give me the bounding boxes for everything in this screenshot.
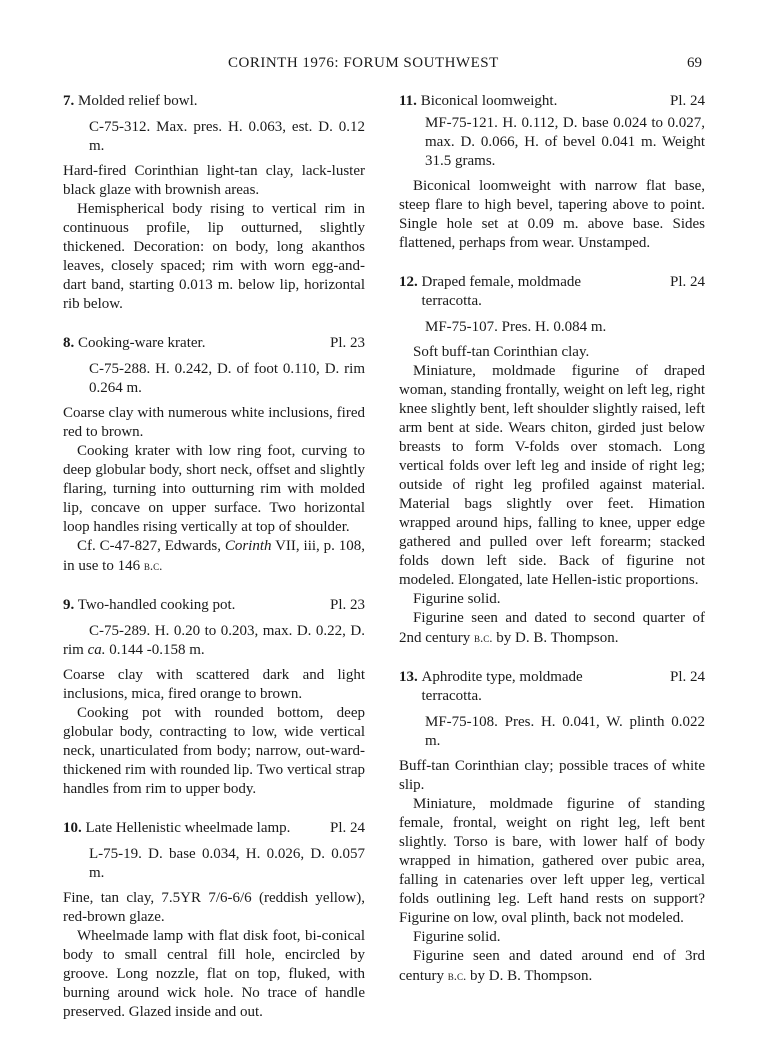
construction-note: Figurine solid. bbox=[413, 591, 501, 607]
dating-text: by D. B. Thompson. bbox=[496, 630, 619, 646]
fabric-description: Coarse clay with scattered dark and light inclusions, mica, fired orange to brown. bbox=[63, 667, 365, 702]
entry-title: Molded relief bowl. bbox=[78, 93, 198, 109]
dating-text: Figurine seen and dated to second quarter of 2nd century bbox=[399, 610, 705, 646]
dating-text: by D. B. Thompson. bbox=[470, 968, 593, 984]
fabric-description: Soft buff-tan Corinthian clay. bbox=[413, 344, 590, 360]
entry-title: Cooking-ware krater. bbox=[78, 335, 206, 351]
plate-reference: Pl. 23 bbox=[329, 335, 365, 351]
left-column bbox=[63, 92, 365, 1042]
era-abbreviation: b.c. bbox=[447, 968, 467, 983]
plate-reference: Pl. 24 bbox=[669, 93, 705, 109]
entry-heading bbox=[399, 668, 705, 706]
catalog-data: MF-75-121. H. 0.112, D. base 0.024 to 0.027, max. D. 0.066, H. of bevel 0.041 m. Weight 31.5 grams. bbox=[425, 115, 705, 169]
entry-number: 9. bbox=[63, 597, 75, 613]
right-column bbox=[399, 92, 705, 1006]
running-header bbox=[0, 55, 768, 77]
catalog-entry-7 bbox=[63, 92, 365, 314]
catalog-entry-11 bbox=[399, 92, 705, 253]
entry-heading bbox=[63, 92, 365, 111]
plate-reference: Pl. 24 bbox=[329, 820, 365, 836]
era-abbreviation: b.c. bbox=[143, 558, 163, 573]
catalog-data: C-75-288. H. 0.242, D. of foot 0.110, D. rim 0.264 m. bbox=[89, 361, 365, 396]
entry-number: 8. bbox=[63, 335, 75, 351]
entry-number: 11. bbox=[399, 93, 417, 109]
publication-title: Corinth bbox=[224, 538, 272, 554]
catalog-data: MF-75-108. Pres. H. 0.041, W. plinth 0.022 m. bbox=[425, 714, 705, 749]
form-description: Wheelmade lamp with flat disk foot, bi-conical body to small central fill hole, encircled by groove. Long nozzle, flat on top, fluked, with burning around wick hole. No trace of handle preserved. Glazed inside and out. bbox=[63, 928, 365, 1020]
dating-note bbox=[399, 947, 705, 986]
catalog-text: 0.144 -0.158 m. bbox=[109, 642, 205, 658]
comparanda-text: Cf. C-47-827, Edwards, bbox=[77, 538, 221, 554]
catalog-entry-9 bbox=[63, 596, 365, 799]
catalog-entry-10 bbox=[63, 819, 365, 1022]
entry-heading bbox=[399, 92, 705, 111]
dating-text: Figurine seen and dated around end of 3rd century bbox=[399, 948, 705, 984]
comparanda bbox=[63, 537, 365, 576]
era-abbreviation: b.c. bbox=[473, 630, 493, 645]
entry-number: 13. bbox=[399, 669, 418, 685]
circa-abbreviation: ca. bbox=[87, 642, 106, 658]
fabric-description: Hard-fired Corinthian light-tan clay, lack-luster black glaze with brownish areas. bbox=[63, 163, 365, 198]
fabric-description: Buff-tan Corinthian clay; possible traces of white slip. bbox=[399, 758, 705, 793]
form-description: Hemispherical body rising to vertical rim in continuous profile, lip outturned, slightly thickened. Decoration: on body, long akanthos leaves, closely spaced; rim with worn egg-and-dart band, starting 0.013 m. below lip, horizontal rib below. bbox=[63, 201, 365, 312]
entry-number: 7. bbox=[63, 93, 75, 109]
form-description: Miniature, moldmade figurine of draped woman, standing frontally, weight on left leg, right knee slightly bent, left shoulder slightly raised, left arm bent at side. Wears chiton, girded just below breasts to form V-folds over stomach. Long vertical folds over left leg and inside of right leg; outside of right leg profiled against material. Material bags slightly over feet. Himation wrapped around hips, falling to knee, upper edge gathered and pulled over left forearm; stacked folds down left side. Back of figurine not modeled. Elongated, late Hellen-istic proportions. bbox=[399, 363, 705, 588]
entry-title: Biconical loomweight. bbox=[420, 93, 558, 109]
plate-reference: Pl. 24 bbox=[669, 274, 705, 290]
running-title: CORINTH 1976: FORUM SOUTHWEST bbox=[228, 55, 499, 71]
entry-title: Late Hellenistic wheelmade lamp. bbox=[85, 820, 291, 836]
entry-heading bbox=[63, 334, 365, 353]
entry-title: Draped female, moldmade terracotta. bbox=[421, 274, 582, 309]
catalog-entry-12 bbox=[399, 273, 705, 648]
form-description: Miniature, moldmade figurine of standing female, frontal, weight on right leg, left bent slightly. Torso is bare, with lower half of body wrapped in himation, gathered over pubic area, falling in catenaries over left upper leg, vertical folds outlining leg. Left hand rests on support? Figurine on low, oval plinth, back not modeled. bbox=[399, 796, 705, 926]
entry-heading bbox=[399, 273, 705, 311]
plate-reference: Pl. 24 bbox=[669, 669, 705, 685]
form-description: Cooking pot with rounded bottom, deep globular body, contracting to low, wide vertical neck, unarticulated from body; narrow, out-ward-thickened rim with rounded lip. Two vertical strap handles from rim to upper body. bbox=[63, 705, 365, 797]
catalog-data: L-75-19. D. base 0.034, H. 0.026, D. 0.057 m. bbox=[89, 846, 365, 881]
entry-number: 10. bbox=[63, 820, 82, 836]
catalog-text: C-75-289. H. 0.20 to 0.203, max. D. 0.22, D. rim bbox=[63, 623, 365, 658]
dating-note bbox=[399, 609, 705, 648]
plate-reference: Pl. 23 bbox=[329, 597, 365, 613]
form-description: Biconical loomweight with narrow flat base, steep flare to high bevel, tapering above to point. Single hole set at 0.09 m. above base. Sides flattened, perhaps from wear. Unstamped. bbox=[399, 178, 705, 251]
catalog-entry-8 bbox=[63, 334, 365, 576]
comparanda-text: VII, iii, p. 108, in use to 146 bbox=[63, 538, 365, 574]
fabric-description: Fine, tan clay, 7.5YR 7/6-6/6 (reddish yellow), red-brown glaze. bbox=[63, 890, 365, 925]
catalog-data: C-75-312. Max. pres. H. 0.063, est. D. 0.12 m. bbox=[89, 119, 365, 154]
entry-title: Aphrodite type, moldmade terracotta. bbox=[421, 669, 583, 704]
entry-title: Two-handled cooking pot. bbox=[77, 597, 236, 613]
catalog-entry-13 bbox=[399, 668, 705, 986]
entry-heading bbox=[63, 596, 365, 615]
catalog-data: MF-75-107. Pres. H. 0.084 m. bbox=[425, 319, 607, 335]
entry-heading bbox=[63, 819, 365, 838]
fabric-description: Coarse clay with numerous white inclusions, fired red to brown. bbox=[63, 405, 365, 440]
form-description: Cooking krater with low ring foot, curving to deep globular body, short neck, offset and slightly flaring, turning into outturning rim with molded lip, concave on upper surface. Two horizontal loop handles rising vertically at top of shoulder. bbox=[63, 443, 365, 535]
catalog-data bbox=[63, 622, 365, 660]
construction-note: Figurine solid. bbox=[413, 929, 501, 945]
page-number: 69 bbox=[687, 55, 702, 71]
entry-number: 12. bbox=[399, 274, 418, 290]
